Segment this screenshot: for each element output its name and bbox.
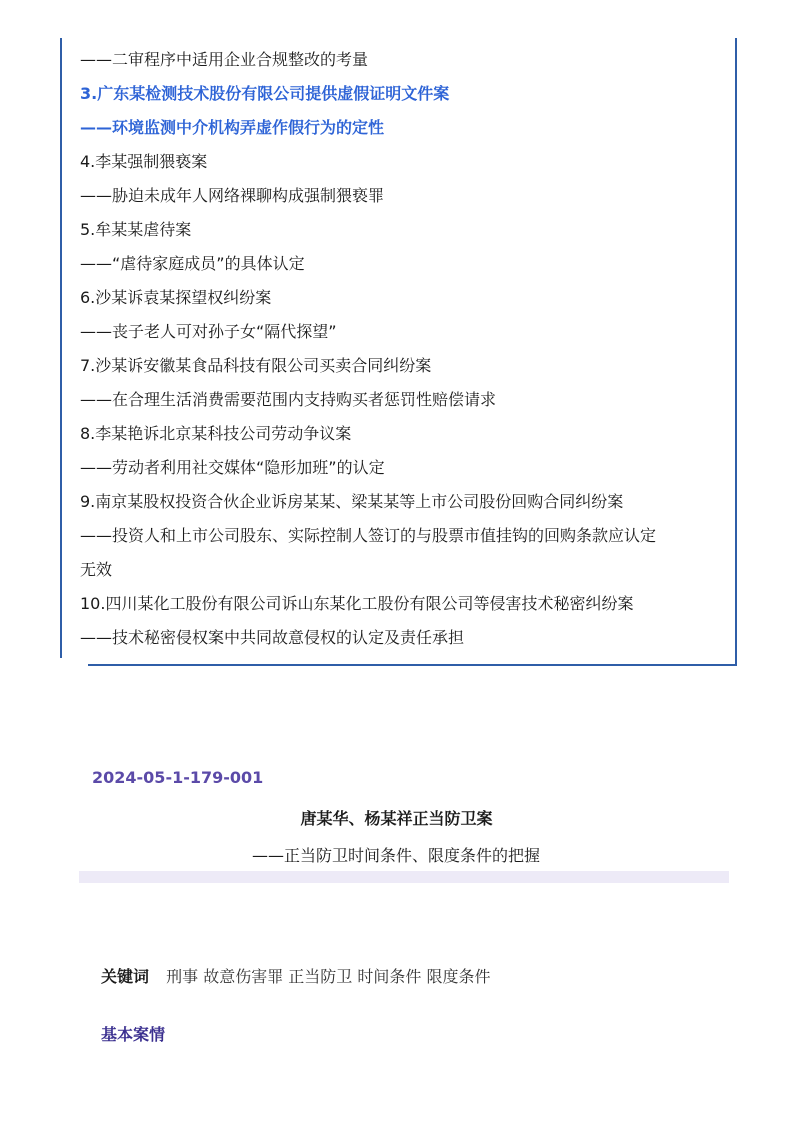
title-divider-band xyxy=(79,871,729,883)
toc-right-border xyxy=(735,38,737,666)
toc-item[interactable]: ——技术秘密侵权案中共同故意侵权的认定及责任承担 xyxy=(80,628,465,647)
toc-item[interactable]: 4.李某强制猥亵案 xyxy=(80,152,208,171)
toc-item[interactable]: 7.沙某诉安徽某食品科技有限公司买卖合同纠纷案 xyxy=(80,356,432,375)
toc-bottom-border xyxy=(88,664,737,666)
toc-item[interactable]: 5.牟某某虐待案 xyxy=(80,220,192,239)
keywords-line xyxy=(101,964,490,987)
toc-item[interactable]: ——投资人和上市公司股东、实际控制人签订的与股票市值挂钩的回购条款应认定 xyxy=(80,526,657,545)
toc-list xyxy=(80,43,730,655)
toc-item[interactable]: ——“虐待家庭成员”的具体认定 xyxy=(80,254,305,273)
toc-item[interactable]: 无效 xyxy=(80,560,113,579)
toc-item[interactable]: 6.沙某诉袁某探望权纠纷案 xyxy=(80,288,272,307)
toc-item[interactable]: 8.李某艳诉北京某科技公司劳动争议案 xyxy=(80,424,352,443)
case-id: 2024-05-1-179-001 xyxy=(92,768,264,787)
toc-item[interactable]: ——胁迫未成年人网络裸聊构成强制猥亵罪 xyxy=(80,186,385,205)
keywords-values: 刑事 故意伤害罪 正当防卫 时间条件 限度条件 xyxy=(166,967,491,986)
toc-item[interactable]: 10.四川某化工股份有限公司诉山东某化工股份有限公司等侵害技术秘密纠纷案 xyxy=(80,594,634,613)
toc-left-border xyxy=(60,38,62,658)
toc-item[interactable]: ——劳动者利用社交媒体“隐形加班”的认定 xyxy=(80,458,385,477)
section-heading-basic-facts: 基本案情 xyxy=(101,1025,166,1044)
toc-item[interactable]: ——环境监测中介机构弄虚作假行为的定性 xyxy=(80,118,385,137)
toc-item[interactable]: ——丧子老人可对孙子女“隔代探望” xyxy=(80,322,337,341)
toc-item[interactable]: ——在合理生活消费需要范围内支持购买者惩罚性赔偿请求 xyxy=(80,390,497,409)
toc-item[interactable]: 3.广东某检测技术股份有限公司提供虚假证明文件案 xyxy=(80,84,450,103)
keywords-label: 关键词 xyxy=(101,967,150,986)
toc-item[interactable]: 9.南京某股权投资合伙企业诉房某某、梁某某等上市公司股份回购合同纠纷案 xyxy=(80,492,624,511)
case-subtitle: ——正当防卫时间条件、限度条件的把握 xyxy=(252,846,541,865)
toc-item[interactable]: ——二审程序中适用企业合规整改的考量 xyxy=(80,50,369,69)
case-title: 唐某华、杨某祥正当防卫案 xyxy=(300,809,493,828)
toc-frame xyxy=(60,38,737,666)
